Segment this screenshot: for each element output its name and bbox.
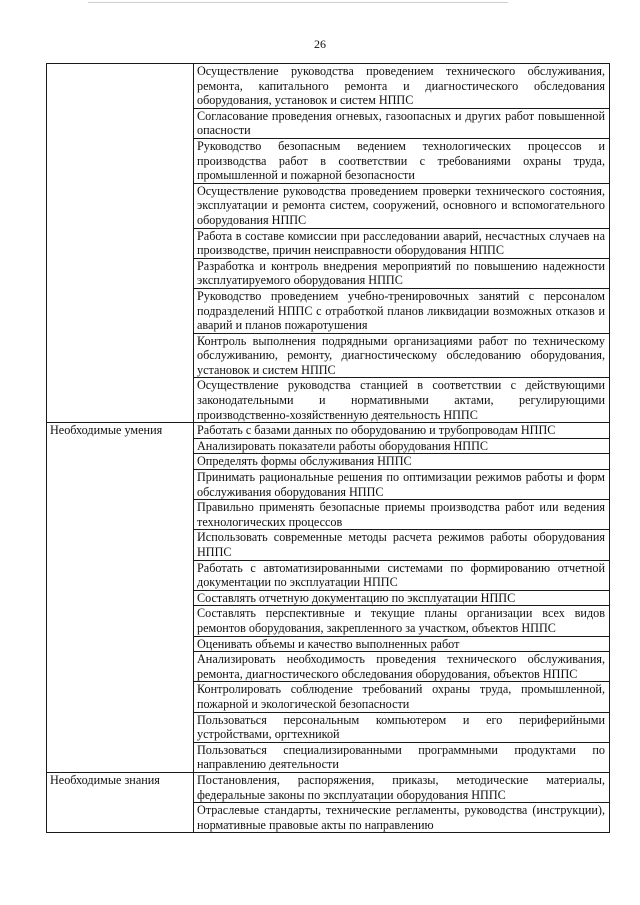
- item-cell: [194, 454, 610, 470]
- item-text: Правильно применять безопасные приемы производства работ или ведения технологических процессов: [197, 500, 605, 529]
- item-text: Руководство проведением учебно-тренировочных занятий с персоналом подразделений НППС с отработкой планов ликвидации возможных отказов и аварий и планов пожаротушения: [197, 288, 605, 333]
- item-cell: [194, 530, 610, 560]
- item-text: Анализировать показатели работы оборудования НППС: [197, 438, 489, 453]
- item-cell: [194, 652, 610, 682]
- item-text: Пользоваться персональным компьютером и его периферийными устройствами, оргтехникой: [197, 712, 605, 742]
- item-cell: [194, 560, 610, 590]
- item-text: Работать с автоматизированными системами по формированию отчетной документации по эксплуатации НППС: [197, 560, 605, 590]
- item-cell: [194, 138, 610, 183]
- item-cell: [194, 258, 610, 288]
- item-text: Постановления, распоряжения, приказы, методические материалы, федеральные законы по эксплуатации оборудования НППС: [197, 772, 605, 802]
- item-text: Определять формы обслуживания НППС: [197, 454, 412, 469]
- item-cell: [194, 803, 610, 833]
- item-text: Составлять отчетную документацию по эксплуатации НППС: [197, 590, 516, 605]
- item-cell: [194, 470, 610, 500]
- section-label-cell: [47, 64, 194, 423]
- section-label-cell: [47, 772, 194, 832]
- item-cell: [194, 438, 610, 454]
- item-cell: [194, 606, 610, 636]
- item-cell: [194, 636, 610, 652]
- table-row: [47, 772, 610, 802]
- requirements-table-body: [47, 64, 610, 833]
- item-cell: [194, 378, 610, 423]
- item-cell: [194, 500, 610, 530]
- item-text: Осуществление руководства проведением проверки технического состояния, эксплуатации и ремонта систем, сооружений, основного и вспомогательного оборудования НППС: [197, 183, 605, 227]
- section-label: Необходимые знания: [50, 772, 160, 787]
- page-number: 26: [314, 37, 326, 51]
- item-text: Контролировать соблюдение требований охраны труда, промышленной, пожарной и экологической безопасности: [197, 682, 605, 711]
- item-text: Отраслевые стандарты, технические регламенты, руководства (инструкции), нормативные правовые акты по направлению: [197, 803, 605, 832]
- item-text: Разработка и контроль внедрения мероприятий по повышению надежности эксплуатируемого оборудования НППС: [197, 258, 605, 288]
- item-cell: [194, 423, 610, 439]
- item-cell: [194, 183, 610, 228]
- section-label-cell: [47, 423, 194, 773]
- item-cell: [194, 682, 610, 712]
- item-cell: [194, 108, 610, 138]
- item-text: Пользоваться специализированными программными продуктами по направлению деятельности: [197, 742, 605, 772]
- item-cell: [194, 742, 610, 772]
- item-cell: [194, 772, 610, 802]
- table-row: [47, 423, 610, 439]
- item-cell: [194, 64, 610, 109]
- item-text: Осуществление руководства проведением технического обслуживания, ремонта, капитального ремонта и диагностического обследования оборудования, установок и систем НППС: [197, 64, 605, 108]
- item-text: Анализировать необходимость проведения технического обслуживания, ремонта, диагностического обследования оборудования, объектов НППС: [197, 652, 605, 681]
- item-text: Осуществление руководства станцией в соответствии с действующими законодательными и нормативными актами, регулирующими производственно-хозяйственную деятельность НППС: [197, 378, 605, 422]
- page-top-edge: [88, 2, 508, 3]
- section-label: Необходимые умения: [50, 423, 163, 438]
- item-text: Составлять перспективные и текущие планы организации всех видов ремонтов оборудования, закрепленного за участком, объектов НППС: [197, 606, 605, 635]
- item-cell: [194, 712, 610, 742]
- page-bottom-cutoff: [46, 866, 609, 905]
- requirements-table: [46, 63, 610, 833]
- item-text: Согласование проведения огневых, газоопасных и других работ повышенной опасности: [197, 108, 605, 138]
- item-cell: [194, 590, 610, 606]
- table-row: [47, 64, 610, 109]
- item-text: Работа в составе комиссии при расследовании аварий, несчастных случаев на производстве, причин неисправности оборудования НППС: [197, 228, 605, 258]
- item-text: Руководство безопасным ведением технологических процессов и производства работ в соответствии с требованиями охраны труда, промышленной и пожарной безопасности: [197, 138, 605, 183]
- item-text: Работать с базами данных по оборудованию и трубопроводам НППС: [197, 423, 556, 438]
- item-cell: [194, 288, 610, 333]
- item-text: Принимать рациональные решения по оптимизации режимов работы и форм обслуживания оборудования НППС: [197, 470, 605, 499]
- item-text: Контроль выполнения подрядными организациями работ по техническому обслуживанию, ремонту, диагностическому обследованию оборудования, установок и систем НППС: [197, 333, 605, 377]
- item-text: Оценивать объемы и качество выполненных работ: [197, 636, 460, 651]
- item-text: Использовать современные методы расчета режимов работы оборудования НППС: [197, 530, 605, 559]
- item-cell: [194, 228, 610, 258]
- item-cell: [194, 333, 610, 378]
